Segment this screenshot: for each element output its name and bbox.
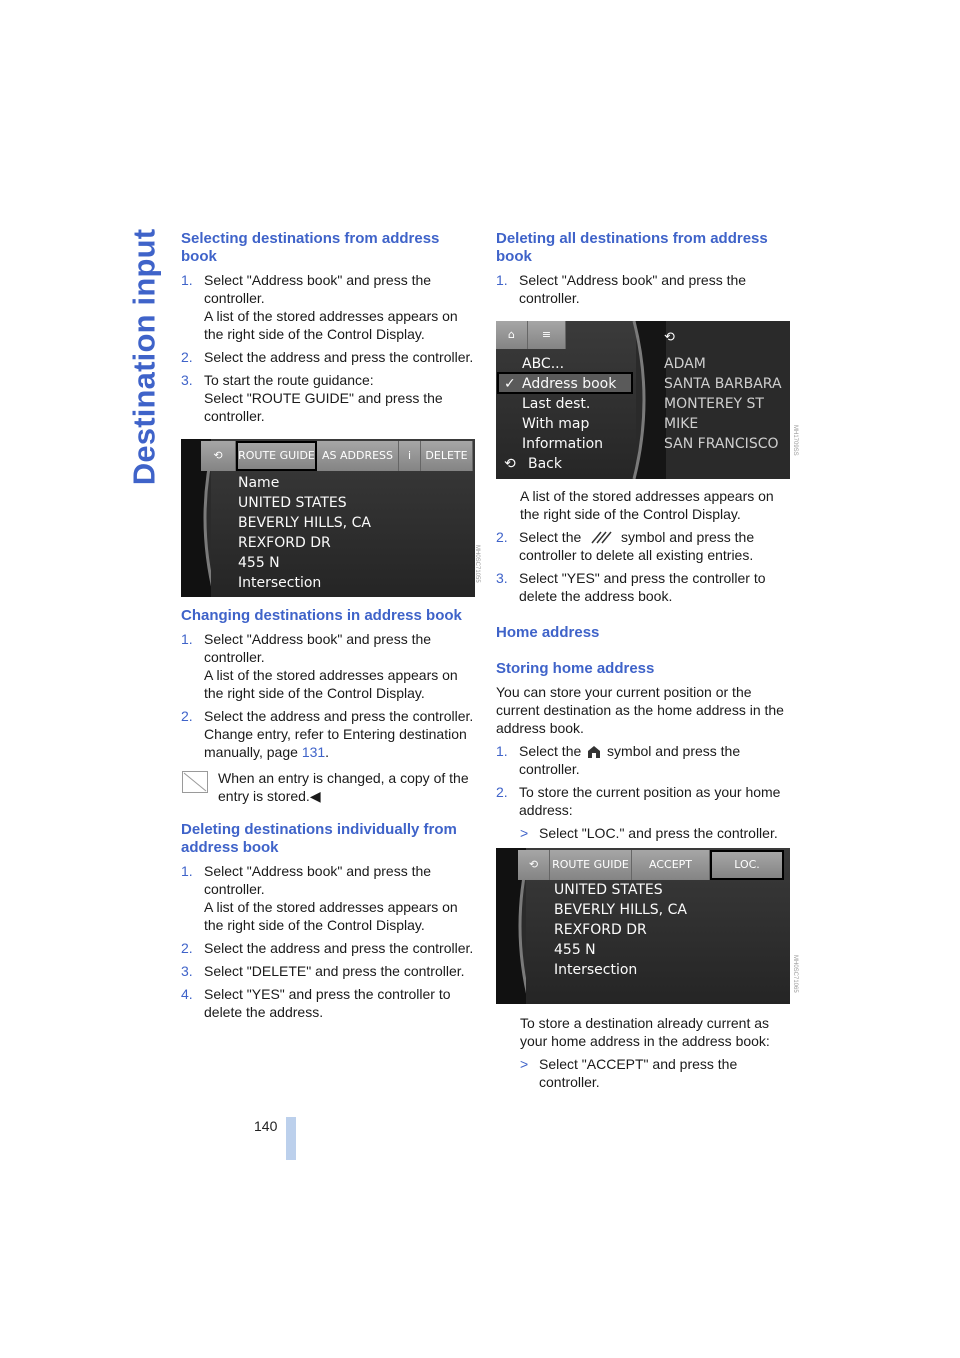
home-symbol-icon bbox=[587, 745, 601, 759]
back-arrow-icon[interactable]: ⟲ bbox=[518, 850, 550, 880]
step: 2. Select the address and press the controller. Change entry, refer to Entering destination manually, page 131. bbox=[181, 708, 474, 760]
menu-item[interactable]: Last dest. bbox=[522, 396, 591, 412]
step: 2. Select the symbol and press the controller to delete all existing entries. bbox=[496, 529, 755, 563]
section-title-home-address: Home address bbox=[496, 624, 600, 641]
page-margin-bar bbox=[286, 1117, 296, 1160]
side-section-title: Destination input bbox=[126, 228, 162, 486]
section-title-changing: Changing destinations in address book bbox=[181, 607, 462, 624]
address-item[interactable]: SAN FRANCISCO bbox=[664, 436, 779, 452]
back-arrow-icon: ⟲ bbox=[504, 456, 516, 472]
control-display-screenshot-route-guide bbox=[181, 439, 475, 597]
step: 3. Select "DELETE" and press the controller. bbox=[181, 963, 465, 979]
step: 3. To start the route guidance: Select "ROUTE GUIDE" and press the controller. bbox=[181, 372, 443, 424]
image-code: MH1709SS bbox=[792, 425, 798, 456]
menu-item[interactable]: Information bbox=[522, 436, 604, 452]
address-item[interactable]: SANTA BARBARA bbox=[664, 376, 782, 392]
step: 1. Select "Address book" and press the controller. bbox=[496, 272, 747, 306]
right-column: Deleting all destinations from address book 1. Select "Address book" and press the controller. ⌂ ≡ ABC... ✓ Address book Last dest. With map Information ⟲ Back ⟲ ADAM SANTA BARBARA MONTEREY ST MIKE SAN FRANCISCO A list of the stored addresses appears on the right side of the Control Display. 2. Select the symbol and press the controller to delete all existing entries. 3. Select "YES" and press the controller to delete the address book. Home address Storing home address You can store your current position or the current destination as the home address in the address book. 1. Select the symbol and press the controller. 2. To store the current position as your home address: > Select "LOC." and press the controller. ⟲ ROUTE GUIDE ACCEPT LOC. UNITED STATES BEVERLY HILLS, CA REXFORD DR 455 N Intersection To store a destination already current as your home address in the address book: > Select "ACCEPT" and press the controller. bbox=[496, 230, 792, 1096]
stored-address-list bbox=[664, 354, 782, 454]
screen-dial-arc bbox=[626, 321, 666, 479]
back-arrow-icon[interactable]: ⟲ bbox=[664, 330, 675, 345]
step: 1. Select "Address book" and press the controller. A list of the stored addresses appears on the right side of the Control Display. bbox=[181, 631, 458, 701]
screen-tab-bar bbox=[518, 850, 784, 880]
section-title-deleting-all: Deleting all destinations from address book bbox=[496, 230, 768, 265]
address-detail-list: UNITED STATES BEVERLY HILLS, CA REXFORD DR 455 N Intersection bbox=[554, 882, 687, 978]
bullet-item: > Select "LOC." and press the controller. bbox=[520, 825, 778, 841]
control-display-screenshot-address-book bbox=[496, 321, 790, 479]
image-code: MH0SC71065 bbox=[792, 955, 798, 993]
step: 1. Select "Address book" and press the controller. A list of the stored addresses appears on the right side of the Control Display. bbox=[181, 272, 458, 342]
checkmark-icon: ✓ bbox=[504, 376, 516, 392]
step: 1. Select "Address book" and press the controller. A list of the stored addresses appears on the right side of the Control Display. bbox=[181, 863, 458, 933]
screen-tab-bar bbox=[496, 321, 566, 349]
tab-route-guide[interactable]: ROUTE GUIDE bbox=[236, 441, 317, 471]
navigation-menu bbox=[504, 354, 616, 474]
subsection-title-storing: Storing home address bbox=[496, 660, 655, 677]
address-detail-list: Name UNITED STATES BEVERLY HILLS, CA REXFORD DR 455 N Intersection bbox=[238, 475, 371, 591]
note-icon bbox=[182, 771, 208, 793]
step: 4. Select "YES" and press the controller to delete the address. bbox=[181, 986, 451, 1020]
step: 1. Select the symbol and press the controller. bbox=[496, 743, 741, 777]
control-display-screenshot-loc bbox=[496, 848, 790, 1004]
note: When an entry is changed, a copy of the entry is stored.◀ bbox=[181, 769, 476, 805]
menu-item-back[interactable]: ⟲ Back bbox=[504, 456, 562, 472]
bullet-item: > Select "ACCEPT" and press the controller. bbox=[520, 1056, 738, 1090]
menu-item[interactable]: ABC... bbox=[522, 356, 565, 372]
step: 2. To store the current position as your home address: bbox=[496, 784, 781, 818]
section-title-deleting-individually: Deleting destinations individually from address book bbox=[181, 821, 457, 856]
home-icon[interactable]: ⌂ bbox=[496, 321, 528, 349]
delete-all-icon[interactable]: ≡ bbox=[528, 321, 566, 349]
tab-delete[interactable]: DELETE bbox=[421, 441, 473, 471]
menu-item[interactable]: With map bbox=[522, 416, 590, 432]
section-title-selecting: Selecting destinations from address book bbox=[181, 230, 440, 265]
page-link[interactable]: 131 bbox=[301, 744, 326, 760]
address-item[interactable]: MONTEREY ST bbox=[664, 396, 764, 412]
tab-accept[interactable]: ACCEPT bbox=[632, 850, 710, 880]
menu-item-selected[interactable]: ✓ Address book bbox=[504, 376, 617, 392]
back-arrow-icon[interactable]: ⟲ bbox=[201, 441, 236, 471]
image-code: MH0SC71055 bbox=[474, 545, 480, 583]
delete-all-symbol-icon bbox=[587, 531, 615, 545]
address-item[interactable]: MIKE bbox=[664, 416, 699, 432]
page-number: 140 bbox=[254, 1118, 278, 1134]
address-item[interactable]: ADAM bbox=[664, 356, 706, 372]
left-column bbox=[181, 230, 476, 1026]
step: 3. Select "YES" and press the controller to delete the address book. bbox=[496, 570, 766, 604]
tab-route-guide[interactable]: ROUTE GUIDE bbox=[550, 850, 632, 880]
step: 2. Select the address and press the controller. bbox=[181, 940, 474, 956]
tab-as-address[interactable]: AS ADDRESS bbox=[317, 441, 399, 471]
step: 2. Select the address and press the controller. bbox=[181, 349, 474, 365]
info-icon[interactable]: i bbox=[399, 441, 421, 471]
tab-loc[interactable]: LOC. bbox=[710, 850, 784, 880]
screen-tab-bar bbox=[201, 441, 473, 471]
